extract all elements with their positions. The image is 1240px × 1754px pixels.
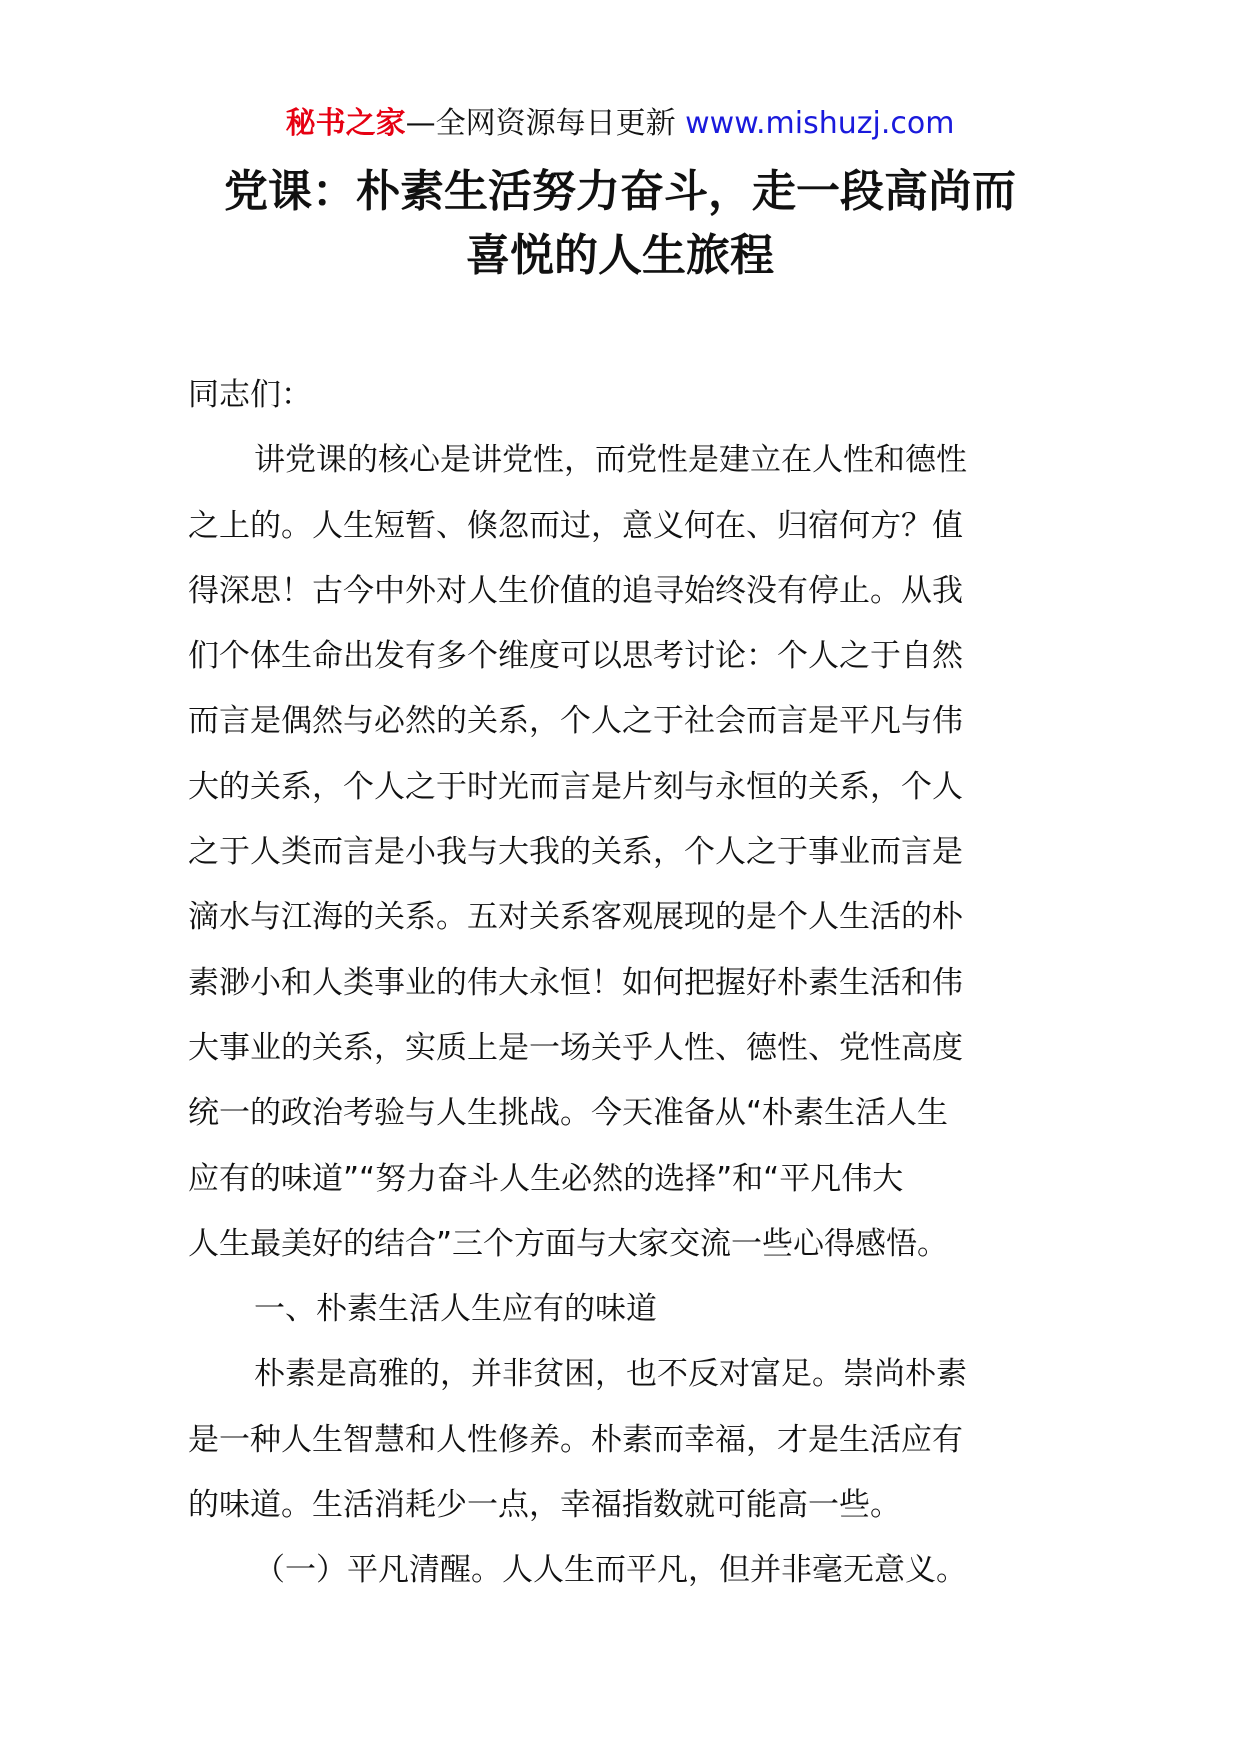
- header-slogan: —全网资源每日更新: [405, 106, 686, 141]
- title-line-2: 喜悦的人生旅程: [466, 230, 774, 281]
- site-header: [0, 100, 1240, 148]
- document-title: [180, 160, 1060, 288]
- site-url-link[interactable]: www.mishuzj.com: [685, 106, 955, 141]
- body-line: 统一的政治考验与人生挑战。今天准备从“朴素生活人生: [188, 1095, 949, 1132]
- title-line-1: 党课：朴素生活努力奋斗，走一段高尚而: [224, 166, 1016, 217]
- document-body: [188, 363, 1054, 1604]
- salutation: 同志们：: [188, 377, 312, 413]
- brand-name: 秘书之家: [285, 106, 406, 141]
- body-line: 大的关系，个人之于时光而言是片刻与永恒的关系，个人: [188, 768, 963, 805]
- body-line: 之于人类而言是小我与大我的关系，个人之于事业而言是: [188, 834, 963, 871]
- body-line: 是一种人生智慧和人性修养。朴素而幸福，才是生活应有: [188, 1421, 963, 1458]
- body-line: 讲党课的核心是讲党性，而党性是建立在人性和德性: [254, 442, 967, 479]
- body-line: 的味道。生活消耗少一点，幸福指数就可能高一些。: [188, 1487, 901, 1524]
- body-line: 而言是偶然与必然的关系，个人之于社会而言是平凡与伟: [188, 703, 963, 740]
- body-line: 之上的。人生短暂、倏忽而过，意义何在、归宿何方？值: [188, 507, 963, 544]
- body-line: 得深思！古今中外对人生价值的追寻始终没有停止。从我: [188, 572, 963, 609]
- body-line: 们个体生命出发有多个维度可以思考讨论：个人之于自然: [188, 638, 963, 675]
- subsection-line: （一）平凡清醒。人人生而平凡，但并非毫无意义。: [254, 1552, 967, 1589]
- body-line: 素渺小和人类事业的伟大永恒！如何把握好朴素生活和伟: [188, 964, 963, 1001]
- body-line: 朴素是高雅的，并非贫困，也不反对富足。崇尚朴素: [254, 1356, 967, 1393]
- body-line: 大事业的关系，实质上是一场关乎人性、德性、党性高度: [188, 1029, 963, 1066]
- section-heading: 一、朴素生活人生应有的味道: [254, 1291, 657, 1328]
- body-line: 应有的味道”“努力奋斗人生必然的选择”和“平凡伟大: [188, 1160, 904, 1197]
- body-line: 滴水与江海的关系。五对关系客观展现的是个人生活的朴: [188, 899, 963, 936]
- body-line: 人生最美好的结合”三个方面与大家交流一些心得感悟。: [188, 1225, 949, 1262]
